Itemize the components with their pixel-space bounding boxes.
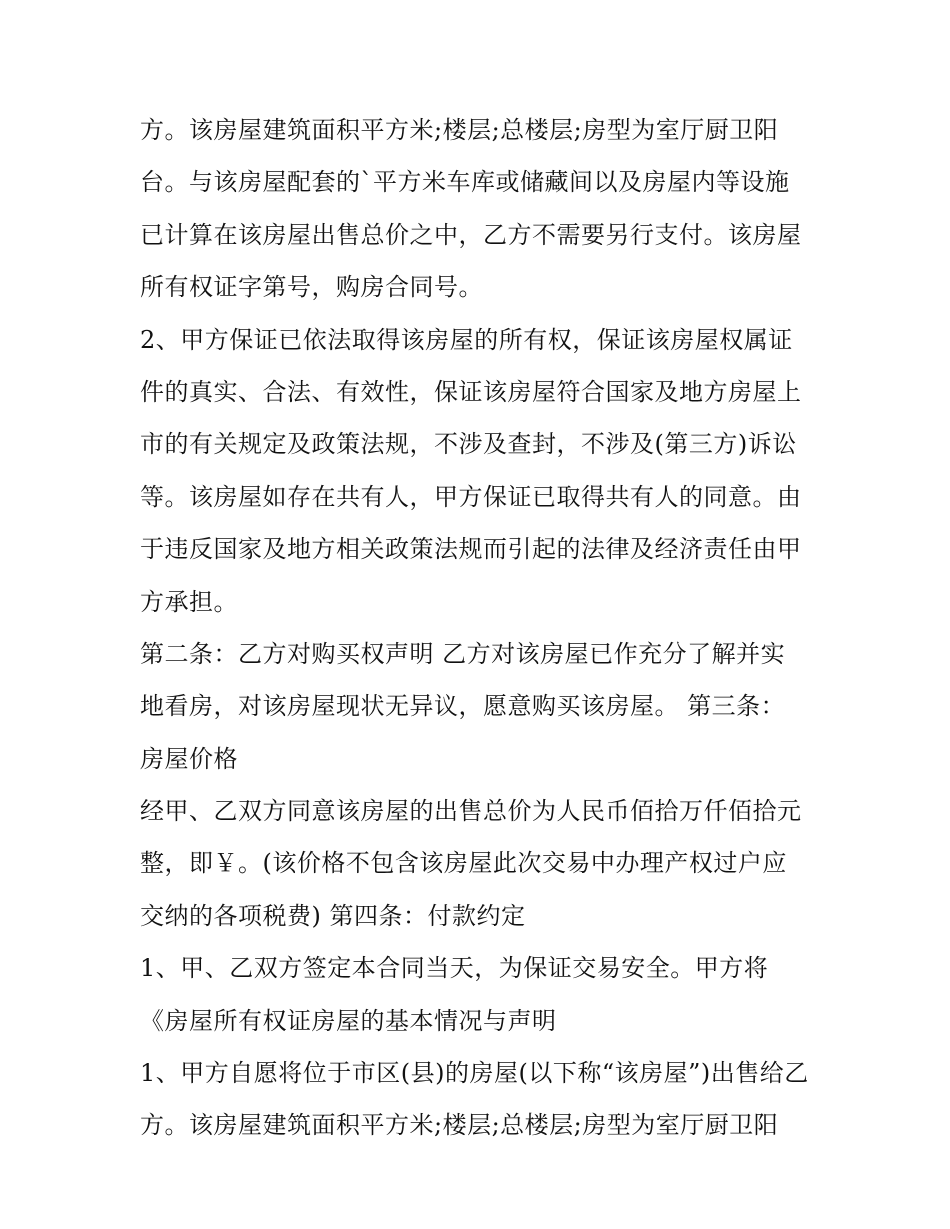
text-line: 《房屋所有权证房屋的基本情况与声明: [140, 1006, 557, 1035]
text-line: 台。与该房屋配套的`平方米车库或储藏间以及房屋内等设施: [140, 168, 790, 197]
text-line: 市的有关规定及政策法规，不涉及查封，不涉及(第三方)诉讼: [140, 430, 797, 459]
text-line: 件的真实、合法、有效性，保证该房屋符合国家及地方房屋上: [140, 377, 802, 406]
text-line: 1、甲、乙双方签定本合同当天，为保证交易安全。甲方将: [140, 954, 769, 983]
text-line: 整，即￥。(该价格不包含该房屋此次交易中办理产权过户应: [140, 849, 787, 878]
text-line: 1、甲方自愿将位于市区(县)的房屋(以下称“该房屋”)出售给乙: [140, 1059, 809, 1088]
text-line: 方承担。: [140, 587, 238, 616]
text-line: 方。该房屋建筑面积平方米;楼层;总楼层;房型为室厅厨卫阳: [140, 116, 779, 144]
text-line: 交纳的各项税费) 第四条：付款约定: [140, 901, 526, 930]
text-line: 房屋价格: [140, 744, 238, 773]
document-page: [140, 110, 820, 1158]
text-line: 等。该房屋如存在共有人，甲方保证已取得共有人的同意。由: [140, 482, 802, 511]
text-line: 2、甲方保证已依法取得该房屋的所有权，保证该房屋权属证: [140, 325, 793, 354]
text-line: 第二条：乙方对购买权声明 乙方对该房屋已作充分了解并实: [140, 639, 786, 668]
text-line: 于违反国家及地方相关政策法规而引起的法律及经济责任由甲: [140, 535, 802, 564]
text-line: 方。该房屋建筑面积平方米;楼层;总楼层;房型为室厅厨卫阳: [140, 1111, 779, 1140]
text-line: 所有权证字第号，购房合同号。: [140, 273, 483, 302]
text-line: 已计算在该房屋出售总价之中，乙方不需要另行支付。该房屋: [140, 220, 802, 249]
text-line: 经甲、乙双方同意该房屋的出售总价为人民币佰拾万仟佰拾元: [140, 797, 802, 826]
text-line: 地看房，对该房屋现状无异议，愿意购买该房屋。 第三条：: [140, 692, 786, 721]
